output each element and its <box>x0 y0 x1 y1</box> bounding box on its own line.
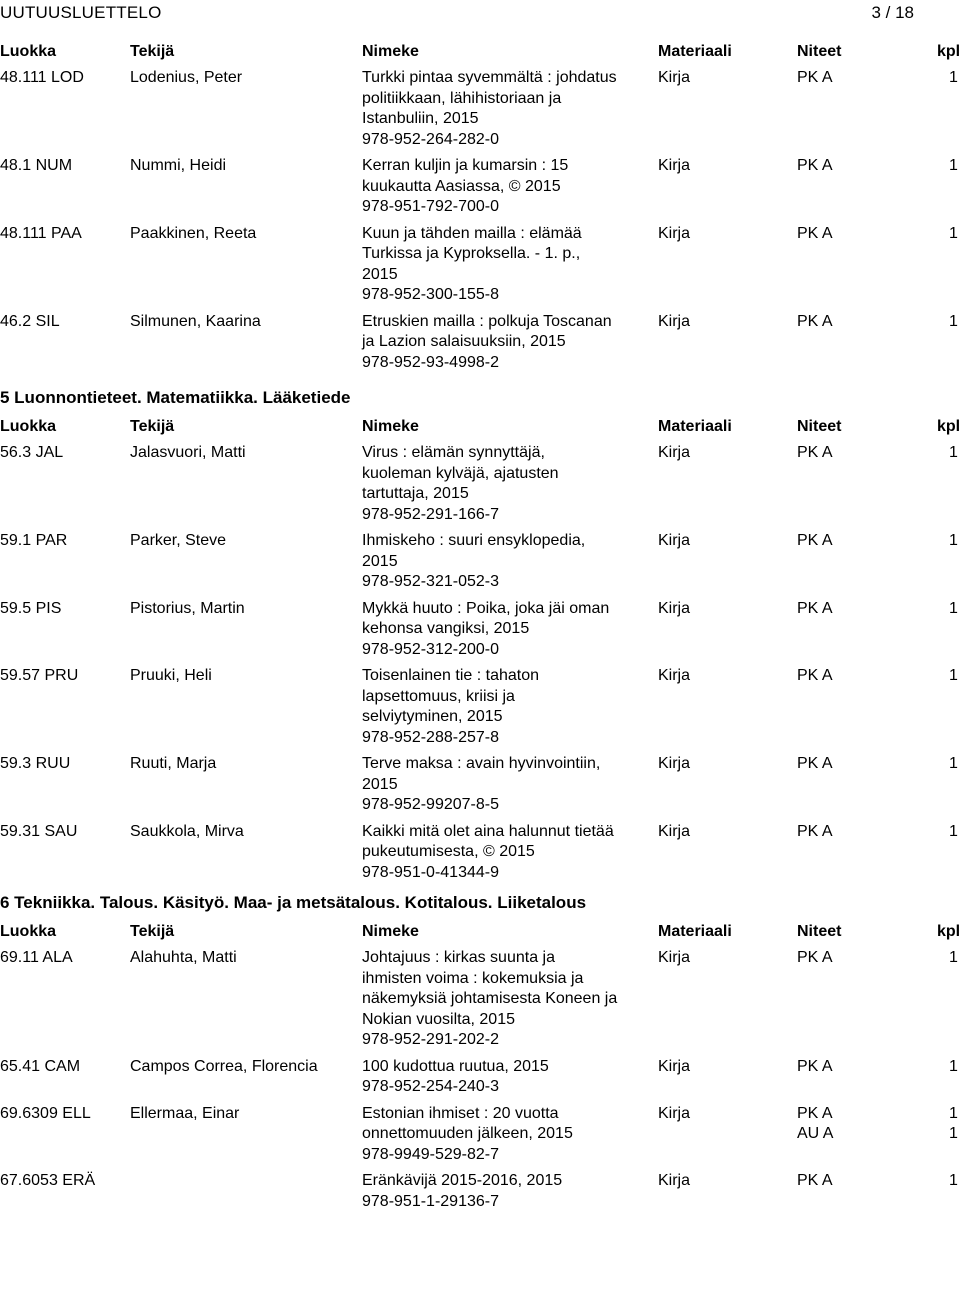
entry-location: PK A <box>797 755 833 772</box>
entry-title-block <box>362 754 618 816</box>
entry-count: 1 <box>949 1172 958 1189</box>
entry-location: PK A <box>797 157 833 174</box>
entry-author: Alahuhta, Matti <box>130 949 237 966</box>
entry-count: 1 <box>949 312 958 330</box>
entry-class: 48.111 PAA <box>0 224 82 242</box>
column-header-niteet: Niteet <box>797 923 842 940</box>
entry-author: Parker, Steve <box>130 532 227 549</box>
entry-isbn: 978-952-291-166-7 <box>362 505 499 523</box>
entry-copies-location <box>797 666 833 687</box>
entry-title: Johtajuus : kirkas suunta ja ihmisten voima : kokemuksia ja näkemyksiä johtamisesta Koneen ja Nokian vuosilta, 2015 <box>362 949 618 1028</box>
entry-title: Ihmiskeho : suuri ensyklopedia, 2015 <box>362 532 586 570</box>
entry-title: Eränkävijä 2015-2016, 2015 <box>362 1172 563 1189</box>
entry-copies-location <box>797 599 833 620</box>
column-header-nimeke: Nimeke <box>362 43 419 60</box>
catalog-entry <box>0 948 960 1051</box>
entry-material: Kirja <box>658 1057 691 1075</box>
catalog-entry <box>0 224 960 306</box>
column-header-materiaali: Materiaali <box>658 418 732 435</box>
entry-author: Ruuti, Marja <box>130 755 217 772</box>
entry-copy-counts <box>949 754 958 775</box>
column-header-kpl: kpl <box>937 418 960 435</box>
entry-title: Terve maksa : avain hyvinvointiin, 2015 <box>362 755 601 793</box>
entry-author: Jalasvuori, Matti <box>130 444 246 461</box>
section-title: 5 Luonnontieteet. Matematiikka. Lääketiede <box>0 388 351 407</box>
entry-copy-counts <box>949 156 958 177</box>
column-header-tekija: Tekijä <box>130 43 175 60</box>
catalog-entry <box>0 312 960 374</box>
entry-author: Ellermaa, Einar <box>130 1104 240 1122</box>
entry-location: PK A <box>797 444 833 461</box>
entry-title: Kuun ja tähden mailla : elämää Turkissa ja Kyproksella. - 1. p., 2015 <box>362 224 582 283</box>
entry-location: PK A <box>797 1172 833 1189</box>
entry-isbn: 978-951-0-41344-9 <box>362 863 499 881</box>
catalog-entry <box>0 666 960 748</box>
entry-class: 56.3 JAL <box>0 444 64 461</box>
entry-copies-location <box>797 1104 833 1145</box>
catalog-entry <box>0 1057 960 1098</box>
entry-count: 1 <box>949 949 958 966</box>
entry-copies-location <box>797 224 833 245</box>
entry-material: Kirja <box>658 444 691 461</box>
column-header-niteet: Niteet <box>797 43 842 60</box>
entry-copies-location <box>797 443 833 464</box>
entry-location: PK A <box>797 69 833 86</box>
entry-location: PK A <box>797 949 833 966</box>
column-header-luokka: Luokka <box>0 43 57 60</box>
entry-copies-location <box>797 531 833 552</box>
column-header-nimeke: Nimeke <box>362 418 419 435</box>
entry-copy-counts <box>949 224 958 245</box>
entry-author: Pruuki, Heli <box>130 667 212 684</box>
entry-class: 48.111 LOD <box>0 69 84 86</box>
entry-title-block <box>362 443 618 525</box>
column-header-kpl: kpl <box>937 923 960 940</box>
entry-copy-counts <box>949 312 958 333</box>
entry-material: Kirja <box>658 69 691 86</box>
catalog-entry <box>0 156 960 218</box>
entry-class: 59.31 SAU <box>0 822 78 840</box>
entry-location: PK A <box>797 667 833 684</box>
entry-copies-location <box>797 68 833 89</box>
entry-material: Kirja <box>658 949 691 966</box>
entry-title: Kerran kuljin ja kumarsin : 15 kuukautta Aasiassa, © 2015 <box>362 157 569 195</box>
entry-material: Kirja <box>658 822 691 840</box>
entry-author: Lodenius, Peter <box>130 69 243 86</box>
entry-count: 1 <box>949 1125 958 1142</box>
entry-class: 59.5 PIS <box>0 599 62 617</box>
entry-copy-counts <box>949 948 958 969</box>
entry-title: Etruskien mailla : polkuja Toscanan ja Lazion salaisuuksiin, 2015 <box>362 312 612 350</box>
entry-author: Nummi, Heidi <box>130 157 227 174</box>
entry-isbn: 978-952-264-282-0 <box>362 130 499 148</box>
entry-title-block <box>362 531 618 593</box>
catalog-entry <box>0 1104 960 1166</box>
entry-class: 69.11 ALA <box>0 949 73 966</box>
page-header <box>0 0 960 34</box>
entry-title: Toisenlainen tie : tahaton lapsettomuus, kriisi ja selviytyminen, 2015 <box>362 667 540 725</box>
entry-location: AU A <box>797 1125 834 1142</box>
entry-isbn: 978-952-300-155-8 <box>362 286 499 303</box>
entry-title: 100 kudottua ruutua, 2015 <box>362 1057 549 1075</box>
entry-title-block <box>362 156 618 218</box>
entry-class: 59.57 PRU <box>0 667 79 684</box>
entry-material: Kirja <box>658 1172 691 1189</box>
column-headers <box>0 34 960 68</box>
entry-isbn: 978-952-312-200-0 <box>362 640 499 658</box>
entry-author: Saukkola, Mirva <box>130 822 244 840</box>
entry-location: PK A <box>797 1057 833 1075</box>
entry-count: 1 <box>949 1057 958 1075</box>
column-header-luokka: Luokka <box>0 418 57 435</box>
column-headers <box>0 409 960 443</box>
entry-count: 1 <box>949 532 958 549</box>
entry-title: Kaikki mitä olet aina halunnut tietää pukeutumisesta, © 2015 <box>362 822 614 860</box>
entry-class: 48.1 NUM <box>0 157 73 174</box>
entry-material: Kirja <box>658 224 691 242</box>
entry-copies-location <box>797 1057 833 1078</box>
entry-title-block <box>362 1171 618 1212</box>
entry-isbn: 978-952-99207-8-5 <box>362 796 499 813</box>
entry-title-block <box>362 948 618 1051</box>
entry-title: Virus : elämän synnyttäjä, kuoleman kylväjä, ajatusten tartuttaja, 2015 <box>362 444 559 502</box>
section-title: 6 Tekniikka. Talous. Käsityö. Maa- ja metsätalous. Kotitalous. Liiketalous <box>0 893 587 912</box>
entry-count: 1 <box>949 667 958 684</box>
entry-copies-location <box>797 948 833 969</box>
entry-title-block <box>362 1057 618 1098</box>
entry-title-block <box>362 224 618 306</box>
entry-class: 59.3 RUU <box>0 755 71 772</box>
entry-material: Kirja <box>658 755 691 772</box>
entry-copy-counts <box>949 443 958 464</box>
catalog-entry <box>0 1171 960 1212</box>
entry-title-block <box>362 1104 618 1166</box>
entry-material: Kirja <box>658 599 691 617</box>
entry-isbn: 978-952-93-4998-2 <box>362 353 499 371</box>
entry-title: Mykkä huuto : Poika, joka jäi oman kehonsa vangiksi, 2015 <box>362 599 610 637</box>
entry-copy-counts <box>949 1171 958 1192</box>
catalog-section <box>0 34 960 379</box>
catalog-entry <box>0 754 960 816</box>
entry-title: Estonian ihmiset : 20 vuotta onnettomuuden jälkeen, 2015 <box>362 1104 573 1142</box>
entry-isbn: 978-952-288-257-8 <box>362 728 499 746</box>
column-header-kpl: kpl <box>937 43 960 60</box>
entry-count: 1 <box>949 224 958 242</box>
entry-copies-location <box>797 312 833 333</box>
entry-copy-counts <box>949 68 958 89</box>
catalog-entry <box>0 443 960 525</box>
column-header-nimeke: Nimeke <box>362 923 419 940</box>
entry-isbn: 978-9949-529-82-7 <box>362 1145 499 1163</box>
entry-author: Silmunen, Kaarina <box>130 312 261 330</box>
entry-class: 46.2 SIL <box>0 312 60 330</box>
entry-author: Pistorius, Martin <box>130 599 245 617</box>
entry-material: Kirja <box>658 157 691 174</box>
entry-count: 1 <box>949 755 958 772</box>
catalog-entry <box>0 599 960 661</box>
column-header-niteet: Niteet <box>797 418 842 435</box>
column-header-materiaali: Materiaali <box>658 43 732 60</box>
catalog-sections <box>0 34 960 1218</box>
entry-class: 67.6053 ERÄ <box>0 1172 96 1189</box>
entry-title-block <box>362 599 618 661</box>
entry-copy-counts <box>949 531 958 552</box>
catalog-section <box>0 889 960 1218</box>
entry-location: PK A <box>797 1104 833 1122</box>
entry-copy-counts <box>949 1057 958 1078</box>
entry-isbn: 978-951-1-29136-7 <box>362 1192 499 1210</box>
catalog-title: UUTUUSLUETTELO <box>0 3 162 22</box>
entry-location: PK A <box>797 312 833 330</box>
entry-copy-counts <box>949 822 958 843</box>
entry-count: 1 <box>949 69 958 86</box>
entry-isbn: 978-952-321-052-3 <box>362 573 499 590</box>
entry-count: 1 <box>949 444 958 461</box>
entry-title-block <box>362 666 618 748</box>
entry-class: 69.6309 ELL <box>0 1104 91 1122</box>
entry-class: 65.41 CAM <box>0 1057 81 1075</box>
entry-copy-counts <box>949 666 958 687</box>
entry-copies-location <box>797 1171 833 1192</box>
column-header-tekija: Tekijä <box>130 418 175 435</box>
column-header-tekija: Tekijä <box>130 923 175 940</box>
entry-title-block <box>362 822 618 884</box>
entry-isbn: 978-952-291-202-2 <box>362 1031 499 1048</box>
entry-title-block <box>362 312 618 374</box>
page-number: 3 / 18 <box>871 3 914 22</box>
entry-copies-location <box>797 754 833 775</box>
column-header-luokka: Luokka <box>0 923 57 940</box>
column-header-materiaali: Materiaali <box>658 923 732 940</box>
entry-location: PK A <box>797 822 833 840</box>
catalog-entry <box>0 68 960 150</box>
entry-copy-counts <box>949 1104 958 1145</box>
entry-title: Turkki pintaa syvemmältä : johdatus politiikkaan, lähihistoriaan ja Istanbuliin, 2015 <box>362 69 617 127</box>
entry-location: PK A <box>797 599 833 617</box>
entry-count: 1 <box>949 599 958 617</box>
entry-class: 59.1 PAR <box>0 532 68 549</box>
catalog-entry <box>0 822 960 884</box>
entry-count: 1 <box>949 1104 958 1122</box>
entry-material: Kirja <box>658 532 691 549</box>
entry-isbn: 978-952-254-240-3 <box>362 1078 499 1095</box>
entry-material: Kirja <box>658 667 691 684</box>
column-headers <box>0 914 960 948</box>
entry-location: PK A <box>797 224 833 242</box>
entry-author: Campos Correa, Florencia <box>130 1057 318 1075</box>
entry-copy-counts <box>949 599 958 620</box>
entry-material: Kirja <box>658 312 691 330</box>
catalog-section <box>0 379 960 889</box>
entry-location: PK A <box>797 532 833 549</box>
entry-count: 1 <box>949 157 958 174</box>
entry-copies-location <box>797 822 833 843</box>
entry-title-block <box>362 68 618 150</box>
entry-material: Kirja <box>658 1104 691 1122</box>
catalog-entry <box>0 531 960 593</box>
entry-copies-location <box>797 156 833 177</box>
entry-count: 1 <box>949 822 958 840</box>
entry-author: Paakkinen, Reeta <box>130 224 257 242</box>
entry-isbn: 978-951-792-700-0 <box>362 198 499 215</box>
